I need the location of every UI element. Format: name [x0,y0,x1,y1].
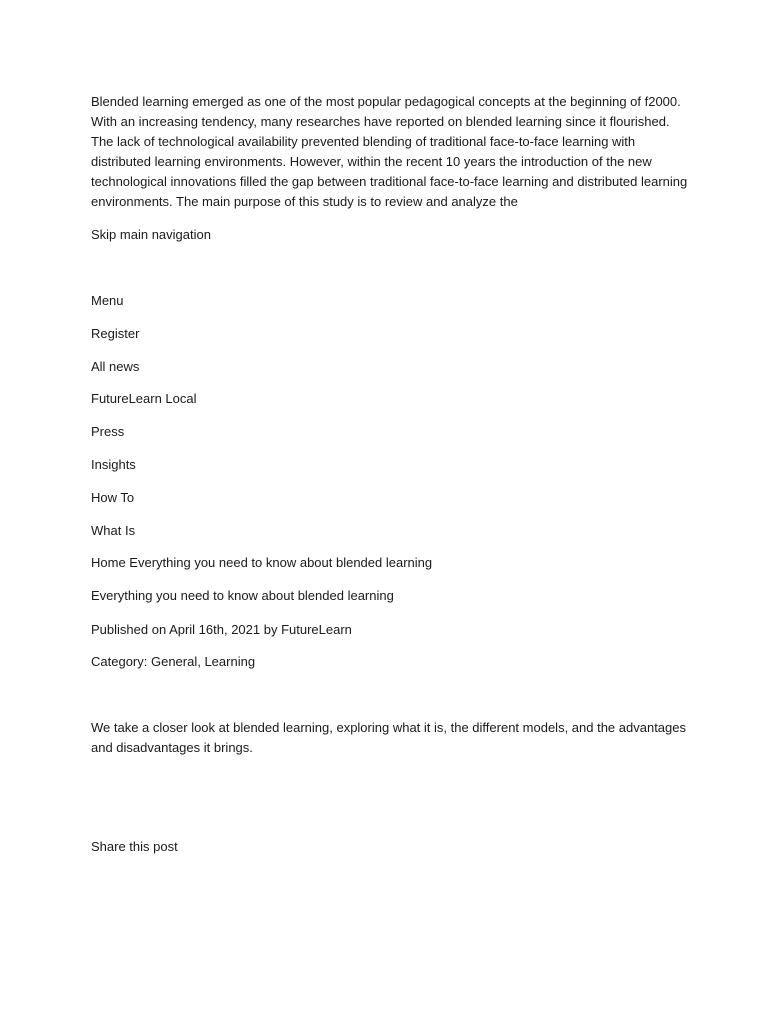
nav-item-insights[interactable]: Insights [91,457,136,472]
intro-paragraph: Blended learning emerged as one of the most popular pedagogical concepts at the beginning of f2000. With an increasing tendency, many researches have reported on blended learning since it flourished. The lack of technological availability prevented blending of traditional face-to-face learning with distributed learning environments. However, within the recent 10 years the introduction of the new technological innovations filled the gap between traditional face-to-face learning and distributed learning environments. The main purpose of this study is to review and analyze the [91,94,688,209]
category-info: Category: General, Learning [91,654,256,669]
nav-item-what-is[interactable]: What Is [91,523,136,538]
article-title: Everything you need to know about blended learning [91,588,394,603]
nav-item-press[interactable]: Press [91,424,125,439]
breadcrumb[interactable]: Home Everything you need to know about blended learning [91,555,433,570]
nav-item-register[interactable]: Register [91,326,140,341]
share-this-post[interactable]: Share this post [91,839,178,854]
nav-item-all-news[interactable]: All news [91,359,140,374]
skip-main-navigation-link[interactable]: Skip main navigation [91,227,211,242]
article-summary: We take a closer look at blended learning, exploring what it is, the different models, and the advantages and disadvantages it brings. [91,720,686,755]
published-info: Published on April 16th, 2021 by FutureLearn [91,622,352,637]
menu-button[interactable]: Menu [91,293,124,308]
nav-item-how-to[interactable]: How To [91,490,135,505]
nav-item-futurelearn-local[interactable]: FutureLearn Local [91,391,197,406]
